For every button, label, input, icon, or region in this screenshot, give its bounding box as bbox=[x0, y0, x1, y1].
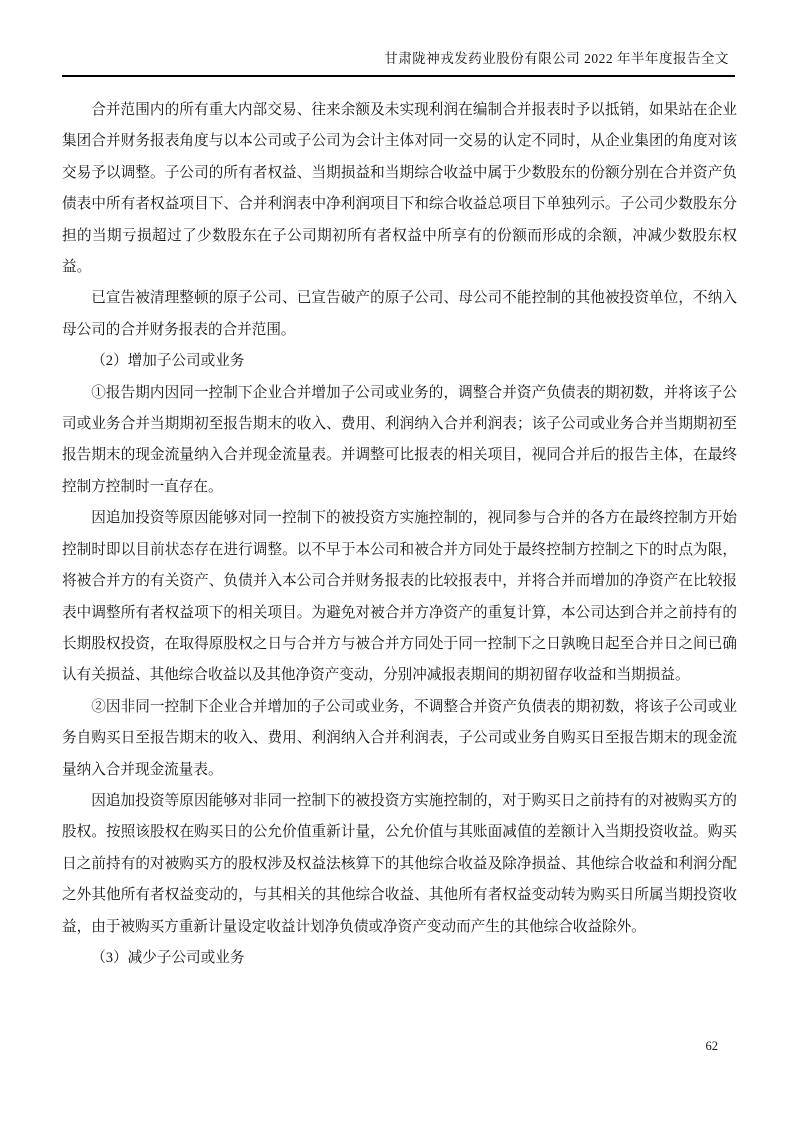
paragraph: 因追加投资等原因能够对同一控制下的被投资方实施控制的，视同参与合并的各方在最终控制方开始控制时即以目前状态存在进行调整。以不早于本公司和被合并方同处于最终控制方控制之下的时点为限，将被合并方的有关资产、负债并入本公司合并财务报表的比较报表中，并将合并而增加的净资产在比较报表中调整所有者权益项下的相关项目。为避免对被合并方净资产的重复计算，本公司达到合并之前持有的长期股权投资，在取得原股权之日与合并方与被合并方同处于同一控制下之日孰晚日起至合并日之间已确认有关损益、其他综合收益以及其他净资产变动，分别冲减报表期间的期初留存收益和当期损益。 bbox=[62, 510, 737, 684]
document-body bbox=[62, 95, 737, 974]
section-heading: （3）减少子公司或业务 bbox=[91, 949, 245, 966]
paragraph: ①报告期内因同一控制下企业合并增加子公司或业务的，调整合并资产负债表的期初数，并将该子公司或业务合并当期期初至报告期末的收入、费用、利润纳入合并利润表；该子公司或业务合并当期期初至报告期末的现金流量纳入合并现金流量表。并调整可比报表的相关项目，视同合并后的报告主体，在最终控制方控制时一直存在。 bbox=[62, 384, 737, 495]
page-header bbox=[62, 50, 735, 77]
paragraph: 因追加投资等原因能够对非同一控制下的被投资方实施控制的，对于购买日之前持有的对被购买方的股权。按照该股权在购买日的公允价值重新计量，公允价值与其账面减值的差额计入当期投资收益。购买日之前持有的对被购买方的股权涉及权益法核算下的其他综合收益及除净损益、其他综合收益和利润分配之外其他所有者权益变动的，与其相关的其他综合收益、其他所有者权益变动转为购买日所属当期投资收益，由于被购买方重新计量设定收益计划净负债或净资产变动而产生的其他综合收益除外。 bbox=[62, 792, 737, 935]
report-title: 甘肃陇神戎发药业股份有限公司 2022 年半年度报告全文 bbox=[384, 51, 729, 66]
paragraph: 已宣告被清理整顿的原子公司、已宣告破产的原子公司、母公司不能控制的其他被投资单位，不纳入母公司的合并财务报表的合并范围。 bbox=[62, 290, 737, 338]
paragraph: ②因非同一控制下企业合并增加的子公司或业务，不调整合并资产负债表的期初数，将该子公司或业务自购买日至报告期末的收入、费用、利润纳入合并利润表，子公司或业务自购买日至报告期末的现金流量纳入合并现金流量表。 bbox=[62, 698, 737, 778]
section-heading: （2）增加子公司或业务 bbox=[91, 353, 245, 370]
paragraph: 合并范围内的所有重大内部交易、往来余额及未实现利润在编制合并报表时予以抵销，如果站在企业集团合并财务报表角度与以本公司或子公司为会计主体对同一交易的认定不同时，从企业集团的角度对该交易予以调整。子公司的所有者权益、当期损益和当期综合收益中属于少数股东的份额分别在合并资产负债表中所有者权益项目下、合并利润表中净利润项目下和综合收益总项目下单独列示。子公司少数股东分担的当期亏损超过了少数股东在子公司期初所有者权益中所享有的份额而形成的余额，冲减少数股东权益。 bbox=[62, 102, 737, 276]
page-number: 62 bbox=[705, 1039, 718, 1053]
